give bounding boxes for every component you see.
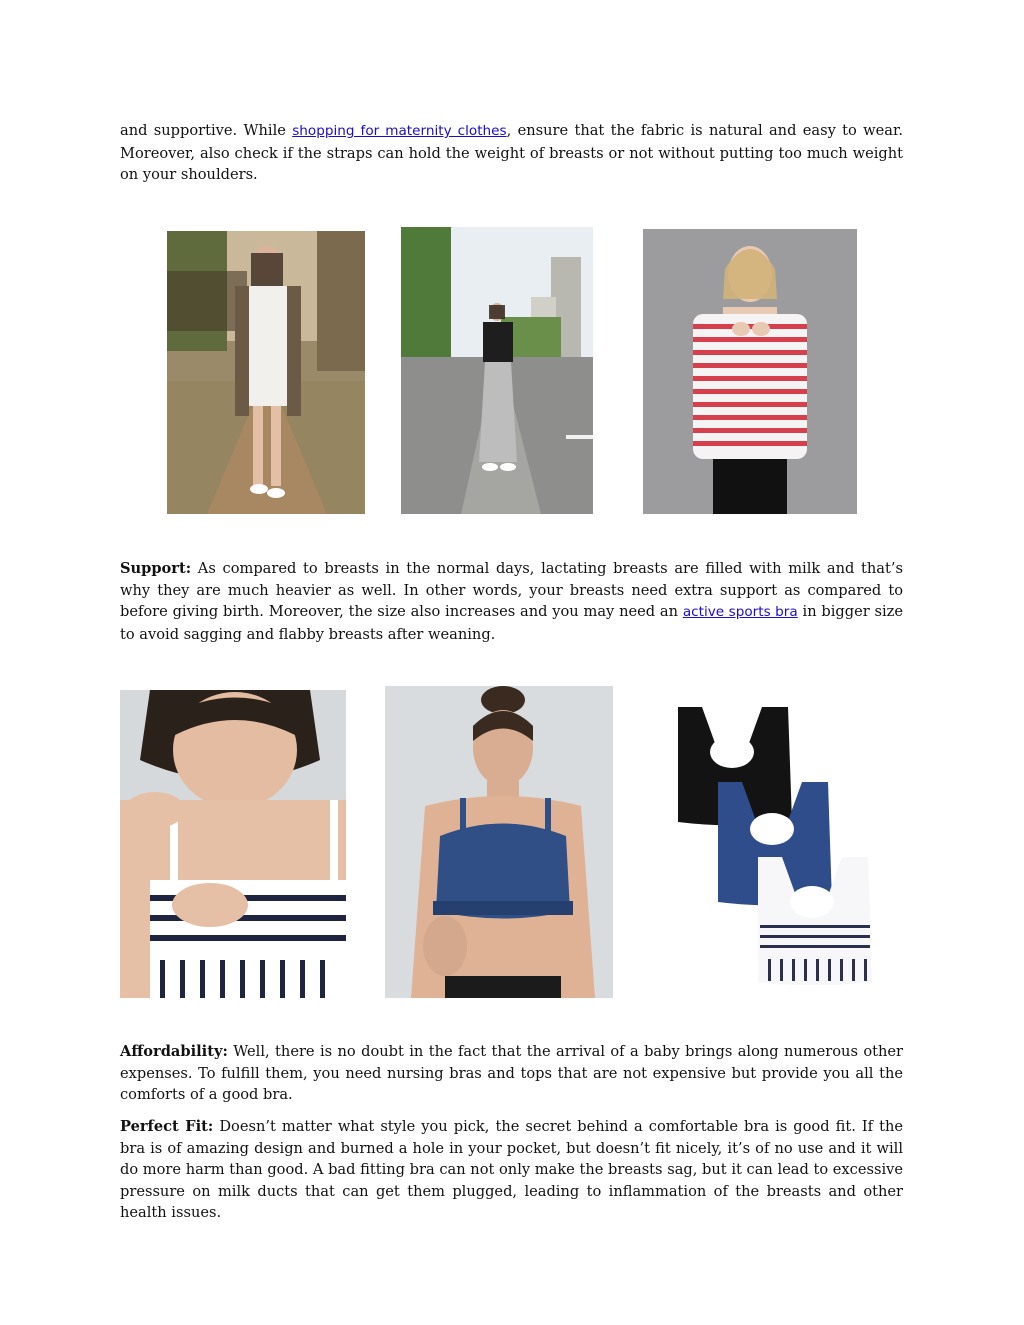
intro-text-end: , ensure that the fabric is natural and easy to wear. Moreover, also check if the straps can hold the weight of breasts or not without putting too much weight on your shoulders. <box>120 122 903 184</box>
perfect-fit-heading: Perfect Fit: <box>120 1118 214 1135</box>
support-paragraph <box>120 558 903 645</box>
intro-paragraph <box>120 120 903 186</box>
support-text-end: in bigger size to avoid sagging and flabby breasts after weaning. <box>120 603 903 643</box>
woman-nursing-bra-closeup-photo <box>120 690 346 998</box>
perfect-fit-text: Doesn’t matter what style you pick, the secret behind a comfortable bra is good fit. If the bra is of amazing design and burned a hole in your pocket, but doesn’t fit nicely, it’s of no use and it will do more harm than good. A bad fitting bra can not only make the breasts sag, but it can lead to excessive pressure on milk ducts that can get them plugged, leading to inflammation of the breasts and other health issues. <box>120 1118 903 1222</box>
woman-street-dress-photo <box>401 227 593 514</box>
three-nursing-bras-product-photo <box>672 697 884 985</box>
maternity-clothes-link[interactable]: shopping for maternity clothes <box>292 123 507 139</box>
woman-blue-sports-bra-photo <box>385 686 613 998</box>
support-heading: Support: <box>120 560 192 577</box>
active-sports-bra-link[interactable]: active sports bra <box>682 604 798 621</box>
perfect-fit-paragraph <box>120 1116 903 1224</box>
intro-text-start: and supportive. While <box>120 122 293 139</box>
woman-striped-tee-photo <box>643 229 857 514</box>
support-text-start: As compared to breasts in the normal days, lactating breasts are filled with milk and that’s why they are much heavier as well. In other words, your breasts need extra support as compared to before giving birth. Moreover, the size also increases and you may need an <box>120 560 903 621</box>
affordability-paragraph <box>120 1041 903 1106</box>
affordability-text: Well, there is no doubt in the fact that the arrival of a baby brings along numerous other expenses. To fulfill them, you need nursing bras and tops that are not expensive but provide you all the comforts of a good bra. <box>120 1043 903 1104</box>
affordability-heading: Affordability: <box>120 1043 228 1060</box>
woman-white-dress-photo <box>167 231 365 514</box>
